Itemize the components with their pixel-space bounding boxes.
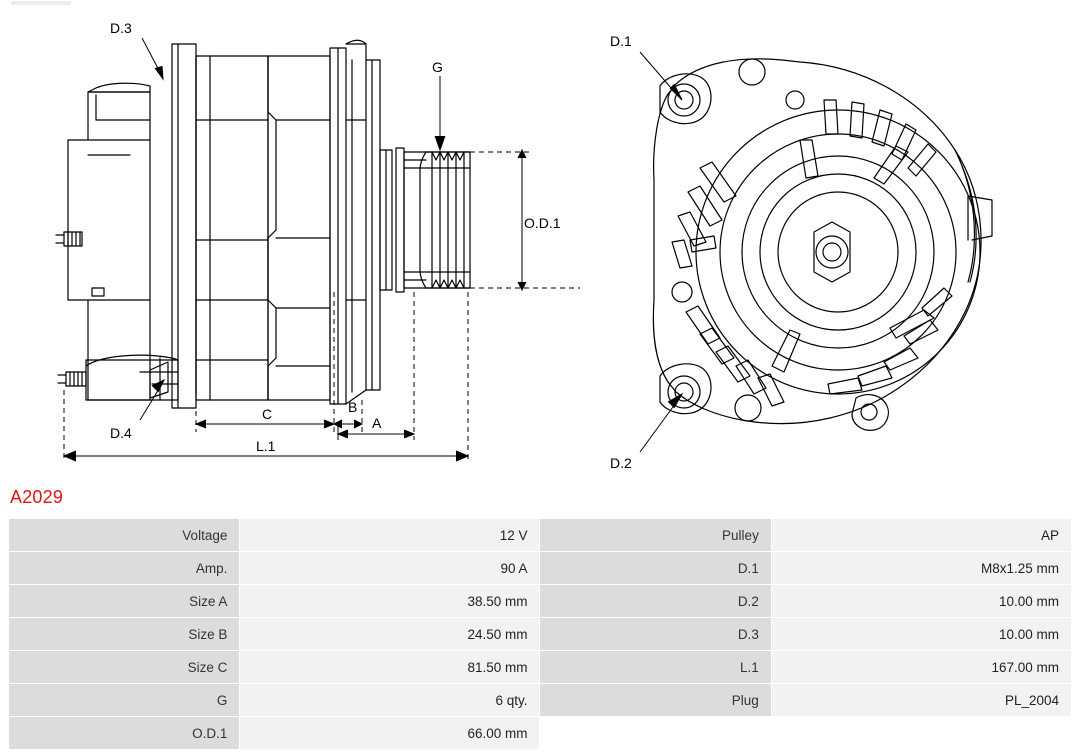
specifications-table xyxy=(8,518,1072,750)
label-d2: D.2 xyxy=(610,455,632,471)
label-d3: D.3 xyxy=(110,20,132,36)
spec-value: 81.50 mm xyxy=(240,651,540,684)
label-g: G xyxy=(432,59,443,75)
spec-value: 66.00 mm xyxy=(240,717,540,750)
spec-value: 10.00 mm xyxy=(771,585,1071,618)
table-row xyxy=(9,519,1072,552)
label-od1: O.D.1 xyxy=(524,215,561,231)
spec-empty-cell xyxy=(540,717,771,750)
spec-label: L.1 xyxy=(540,651,771,684)
label-b: B xyxy=(348,399,358,415)
spec-value: 10.00 mm xyxy=(771,618,1071,651)
part-number: A2029 xyxy=(10,487,64,507)
spec-label: Amp. xyxy=(9,552,240,585)
spec-label: Voltage xyxy=(9,519,240,552)
spec-value: 38.50 mm xyxy=(240,585,540,618)
table-row xyxy=(9,618,1072,651)
spec-value: 90 A xyxy=(240,552,540,585)
spec-value: PL_2004 xyxy=(771,684,1071,717)
label-d4: D.4 xyxy=(110,425,132,441)
table-row xyxy=(9,585,1072,618)
table-row xyxy=(9,717,1072,750)
label-a: A xyxy=(372,415,382,431)
label-l1: L.1 xyxy=(256,438,276,454)
label-d1: D.1 xyxy=(610,33,632,49)
table-row xyxy=(9,684,1072,717)
table-row xyxy=(9,651,1072,684)
spec-value: AP xyxy=(771,519,1071,552)
spec-value: 12 V xyxy=(240,519,540,552)
spec-table-body xyxy=(9,519,1072,750)
spec-value: M8x1.25 mm xyxy=(771,552,1071,585)
spec-value: 167.00 mm xyxy=(771,651,1071,684)
table-row xyxy=(9,552,1072,585)
spec-label: Plug xyxy=(540,684,771,717)
spec-label: D.1 xyxy=(540,552,771,585)
spec-label: D.2 xyxy=(540,585,771,618)
spec-label: Size B xyxy=(9,618,240,651)
spec-label: Size C xyxy=(9,651,240,684)
spec-label: Pulley xyxy=(540,519,771,552)
label-c: C xyxy=(262,406,273,422)
spec-label: G xyxy=(9,684,240,717)
spec-label: Size A xyxy=(9,585,240,618)
spec-label: O.D.1 xyxy=(9,717,240,750)
spec-label: D.3 xyxy=(540,618,771,651)
spec-empty-cell xyxy=(771,717,1071,750)
spec-value: 6 qty. xyxy=(240,684,540,717)
spec-value: 24.50 mm xyxy=(240,618,540,651)
